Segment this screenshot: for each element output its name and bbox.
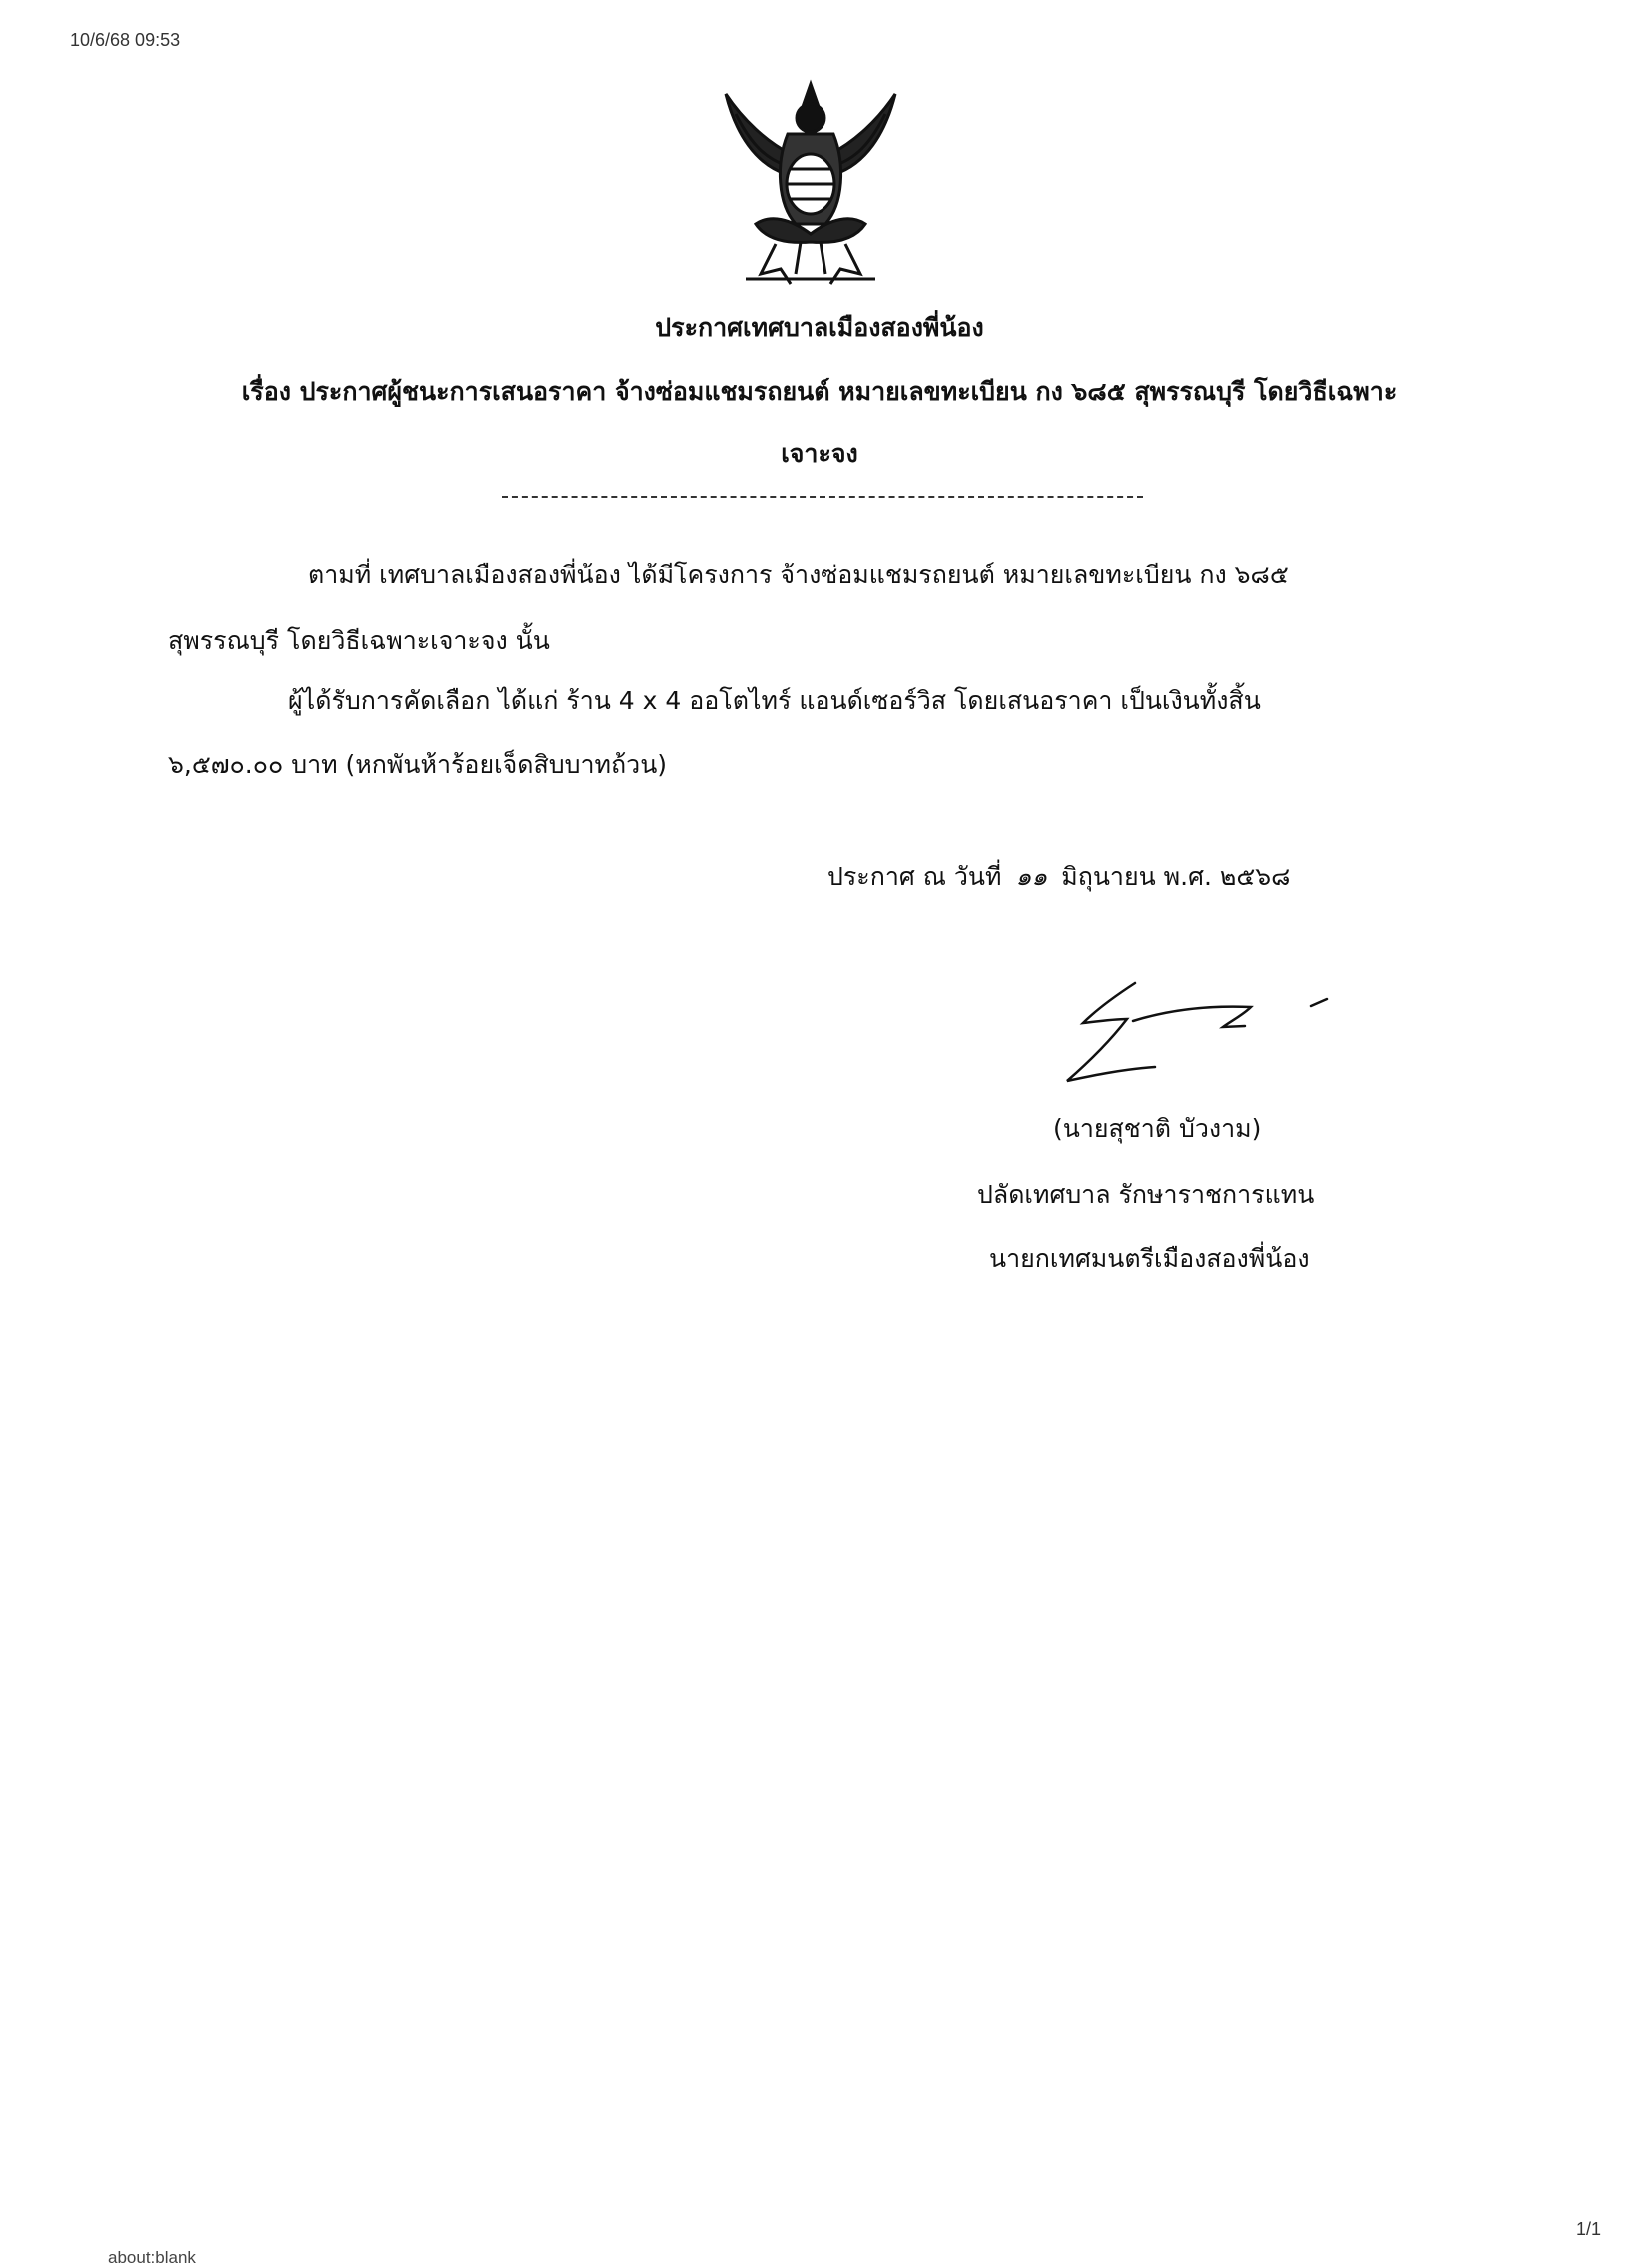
print-footer-url: about:blank (108, 2248, 196, 2267)
body-paragraph2-line2: ๖,๕๗๐.๐๐ บาท (หกพันห้าร้อยเจ็ดสิบบาทถ้วน) (168, 750, 668, 779)
signatory-name: (นายสุชาติ บัวงาม) (1053, 1114, 1262, 1143)
signatory-position1: ปลัดเทศบาล รักษาราชการแทน (977, 1180, 1315, 1209)
print-timestamp: 10/6/68 09:53 (70, 30, 181, 50)
announcement-date (827, 857, 1290, 897)
body-paragraph1-line1: ตามที่ เทศบาลเมืองสองพี่น้อง ได้มีโครงการ จ้างซ่อมแชมรถยนต์ หมายเลขทะเบียน กง ๖๘๕ (308, 561, 1289, 589)
announcement-subject-line1: เรื่อง ประกาศผู้ชนะการเสนอราคา จ้างซ่อมแชมรถยนต์ หมายเลขทะเบียน กง ๖๘๕ สุพรรณบุรี โดยวิธีเฉพาะ (241, 377, 1398, 406)
body-paragraph1-line2: สุพรรณบุรี โดยวิธีเฉพาะเจาะจง นั้น (168, 626, 550, 655)
print-page-number: 1/1 (1575, 2219, 1601, 2239)
announcement-subject-line2: เจาะจง (781, 439, 858, 468)
signatory-position2: นายกเทศมนตรีเมืองสองพี่น้อง (989, 1244, 1310, 1273)
body-paragraph2-line1: ผู้ได้รับการคัดเลือก ได้แก่ ร้าน 4 x 4 ออโตไทร์ แอนด์เซอร์วิส โดยเสนอราคา เป็นเงินทั้งสิ้น (288, 686, 1261, 715)
date-day: ๑๑ (1015, 862, 1048, 891)
garuda-emblem-icon (716, 74, 905, 294)
date-prefix: ประกาศ ณ วันที่ (827, 862, 1002, 891)
date-month-year: มิถุนายน พ.ศ. ๒๕๖๘ (1061, 862, 1291, 891)
handwritten-signature (1055, 971, 1355, 1091)
title-divider (502, 496, 1143, 498)
announcement-issuer: ประกาศเทศบาลเมืองสองพี่น้อง (655, 313, 984, 342)
